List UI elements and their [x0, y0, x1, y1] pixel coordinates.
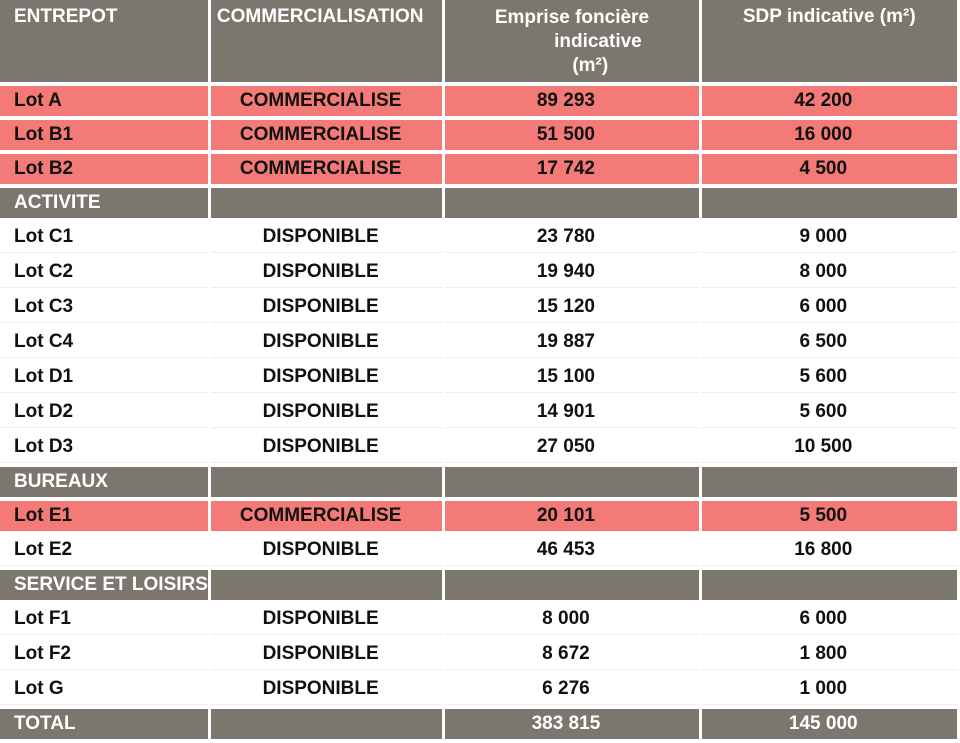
- lot-name: Lot D2: [0, 397, 208, 428]
- table-row: [0, 397, 957, 428]
- lot-sdp: 1 000: [702, 674, 957, 705]
- lot-name: Lot E1: [0, 501, 208, 531]
- lot-emprise: 15 100: [445, 362, 698, 393]
- table-row: [0, 604, 957, 635]
- total-empty-cell: [211, 709, 442, 739]
- section-empty-cell: [702, 570, 957, 600]
- lot-sdp: 6 000: [702, 604, 957, 635]
- table-row: [0, 674, 957, 705]
- lot-sdp: 5 500: [702, 501, 957, 531]
- lot-status: DISPONIBLE: [211, 432, 442, 463]
- lot-status: DISPONIBLE: [211, 674, 442, 705]
- section-row: [0, 467, 957, 497]
- lot-name: Lot C4: [0, 327, 208, 358]
- lot-sdp: 4 500: [702, 154, 957, 184]
- lot-name: Lot F1: [0, 604, 208, 635]
- lot-status: COMMERCIALISE: [211, 501, 442, 531]
- lot-name: Lot C1: [0, 222, 208, 253]
- lot-status: DISPONIBLE: [211, 362, 442, 393]
- lot-emprise: 17 742: [445, 154, 698, 184]
- lot-emprise: 20 101: [445, 501, 698, 531]
- section-empty-cell: [445, 467, 698, 497]
- table-row: [0, 535, 957, 566]
- lot-status: DISPONIBLE: [211, 604, 442, 635]
- table-row: [0, 86, 957, 116]
- lot-name: Lot F2: [0, 639, 208, 670]
- lot-sdp: 16 000: [702, 120, 957, 150]
- lot-sdp: 8 000: [702, 257, 957, 288]
- lot-name: Lot C3: [0, 292, 208, 323]
- lot-emprise: 8 000: [445, 604, 698, 635]
- lot-status: COMMERCIALISE: [211, 86, 442, 116]
- lot-name: Lot G: [0, 674, 208, 705]
- section-empty-cell: [702, 188, 957, 218]
- lot-name: Lot D3: [0, 432, 208, 463]
- lot-sdp: 16 800: [702, 535, 957, 566]
- section-empty-cell: [445, 188, 698, 218]
- lot-sdp: 9 000: [702, 222, 957, 253]
- table-row: [0, 120, 957, 150]
- lot-sdp: 1 800: [702, 639, 957, 670]
- lot-emprise: 6 276: [445, 674, 698, 705]
- lot-emprise: 14 901: [445, 397, 698, 428]
- lot-status: COMMERCIALISE: [211, 154, 442, 184]
- lot-status: DISPONIBLE: [211, 327, 442, 358]
- header-emprise-line1: Emprise foncière: [494, 7, 650, 28]
- lot-emprise: 8 672: [445, 639, 698, 670]
- lot-emprise: 27 050: [445, 432, 698, 463]
- lot-sdp: 5 600: [702, 397, 957, 428]
- total-emprise: 383 815: [445, 709, 698, 739]
- lot-name: Lot B1: [0, 120, 208, 150]
- section-empty-cell: [702, 467, 957, 497]
- lot-name: Lot B2: [0, 154, 208, 184]
- header-emprise-line2: indicative: [554, 31, 642, 52]
- lot-emprise: 15 120: [445, 292, 698, 323]
- table-row: [0, 222, 957, 253]
- table-row: [0, 292, 957, 323]
- lot-emprise: 19 887: [445, 327, 698, 358]
- table-header-row: [0, 0, 957, 82]
- lot-name: Lot A: [0, 86, 208, 116]
- section-label: ACTIVITE: [0, 188, 208, 218]
- table-row: [0, 257, 957, 288]
- lot-sdp: 10 500: [702, 432, 957, 463]
- section-empty-cell: [445, 570, 698, 600]
- total-row: [0, 709, 957, 739]
- section-label: BUREAUX: [0, 467, 208, 497]
- lot-sdp: 6 500: [702, 327, 957, 358]
- lot-sdp: 42 200: [702, 86, 957, 116]
- section-row: [0, 570, 957, 600]
- total-label: TOTAL: [0, 709, 208, 739]
- section-empty-cell: [211, 188, 442, 218]
- lot-status: DISPONIBLE: [211, 535, 442, 566]
- header-emprise: [445, 0, 698, 82]
- table-row: [0, 432, 957, 463]
- header-entrepot: ENTREPOT: [0, 0, 208, 82]
- table-row: [0, 327, 957, 358]
- section-row: [0, 188, 957, 218]
- lot-name: Lot D1: [0, 362, 208, 393]
- header-sdp: SDP indicative (m²): [702, 0, 957, 82]
- table-row: [0, 362, 957, 393]
- table-row: [0, 154, 957, 184]
- total-sdp: 145 000: [702, 709, 957, 739]
- lot-status: DISPONIBLE: [211, 639, 442, 670]
- lot-name: Lot E2: [0, 535, 208, 566]
- lot-name: Lot C2: [0, 257, 208, 288]
- lot-emprise: 23 780: [445, 222, 698, 253]
- lot-status: DISPONIBLE: [211, 292, 442, 323]
- lot-emprise: 46 453: [445, 535, 698, 566]
- section-empty-cell: [211, 467, 442, 497]
- header-emprise-line3: (m²): [572, 55, 609, 76]
- header-commercialisation: COMMERCIALISATION: [211, 0, 442, 82]
- section-empty-cell: [211, 570, 442, 600]
- lot-sdp: 6 000: [702, 292, 957, 323]
- table-row: [0, 501, 957, 531]
- section-label: SERVICE ET LOISIRS: [0, 570, 208, 600]
- lot-emprise: 19 940: [445, 257, 698, 288]
- lot-status: COMMERCIALISE: [211, 120, 442, 150]
- table-row: [0, 639, 957, 670]
- lot-status: DISPONIBLE: [211, 222, 442, 253]
- lot-emprise: 51 500: [445, 120, 698, 150]
- lot-status: DISPONIBLE: [211, 397, 442, 428]
- lot-status: DISPONIBLE: [211, 257, 442, 288]
- lot-emprise: 89 293: [445, 86, 698, 116]
- lot-sdp: 5 600: [702, 362, 957, 393]
- table-body: [0, 86, 957, 705]
